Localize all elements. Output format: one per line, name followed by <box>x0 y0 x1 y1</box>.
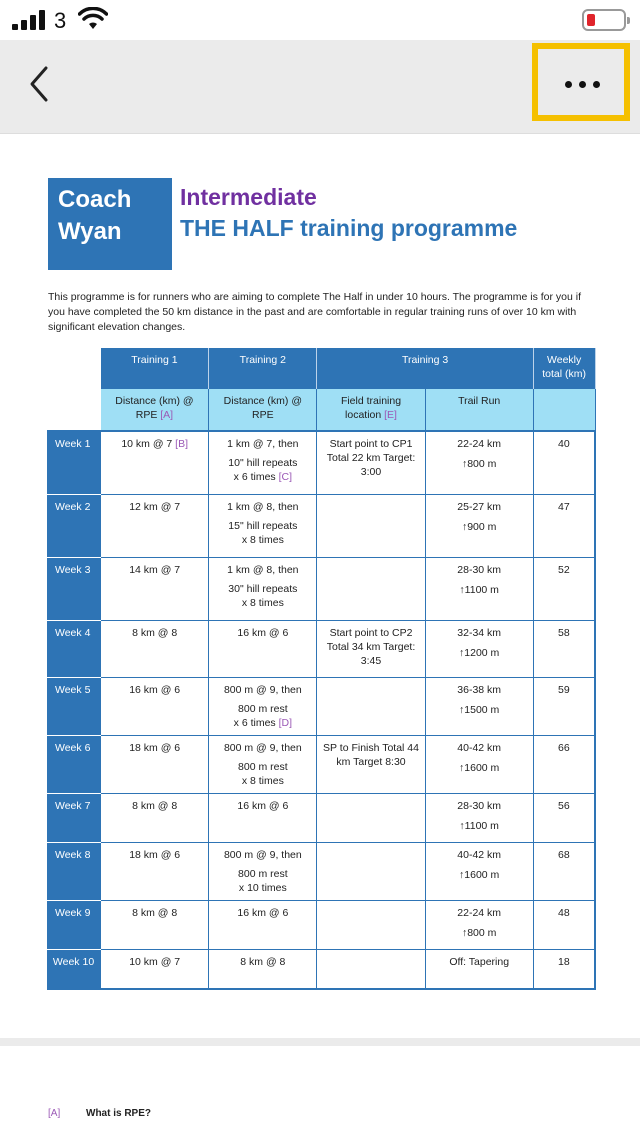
trail-run-cell: 36-38 km ↑1500 m <box>425 677 533 735</box>
intro-paragraph: This programme is for runners who are aiming to complete The Half in under 10 hours. The programme is for you if you have completed the 50 km distance in the past and are comfortable in regular training runs of over 10 km with significant elevation changes. <box>48 291 582 333</box>
elevation-gain: ↑800 m <box>461 926 497 939</box>
document-page-2[interactable] <box>0 1046 640 1136</box>
week-label: Week 6 <box>47 735 101 793</box>
battery-level <box>587 14 595 26</box>
training2-cell: 1 km @ 8, then 30" hill repeats x 8 times <box>209 557 317 620</box>
elevation-gain: ↑800 m <box>461 458 497 470</box>
training1-cell: 8 km @ 8 <box>101 900 209 949</box>
header-weekly-total: Weekly total (km) <box>533 348 595 389</box>
carrier-label: 3 <box>54 8 67 33</box>
status-bar <box>0 0 640 40</box>
training1-cell: 18 km @ 6 <box>101 842 209 900</box>
ref-link[interactable]: [D] <box>278 716 293 729</box>
field-training-cell <box>317 557 425 620</box>
weekly-total-cell: 47 <box>533 494 595 557</box>
coach-logo-box <box>48 178 172 270</box>
week-label: Week 2 <box>47 494 101 557</box>
table-row <box>47 842 595 900</box>
weekly-total-cell: 52 <box>533 557 595 620</box>
subheader-trail: Trail Run <box>425 389 533 431</box>
week-label: Week 3 <box>47 557 101 620</box>
battery-icon <box>582 9 626 31</box>
training2-cell: 800 m @ 9, then 800 m rest x 10 times <box>209 842 317 900</box>
ref-link[interactable]: [B] <box>175 438 189 450</box>
training1-cell: 10 km @ 7 [B] <box>101 431 209 494</box>
training1-cell: 10 km @ 7 <box>101 949 209 989</box>
weekly-total-cell: 59 <box>533 677 595 735</box>
training1-cell: 8 km @ 8 <box>101 620 209 677</box>
table-row <box>47 949 595 989</box>
trail-run-cell: 22-24 km ↑800 m <box>425 900 533 949</box>
training1-cell: 12 km @ 7 <box>101 494 209 557</box>
footnote-ref: [A] <box>48 1108 61 1119</box>
weekly-total-cell: 40 <box>533 431 595 494</box>
elevation-gain: ↑1200 m <box>459 646 500 659</box>
week-label: Week 4 <box>47 620 101 677</box>
subheader-field: Field training location [E] <box>317 389 425 431</box>
weekly-total-cell: 58 <box>533 620 595 677</box>
field-training-cell <box>317 900 425 949</box>
training2-cell: 16 km @ 6 <box>209 620 317 677</box>
table-row <box>47 620 595 677</box>
training2-cell: 16 km @ 6 <box>209 900 317 949</box>
table-row <box>47 735 595 793</box>
training1-cell: 16 km @ 6 <box>101 677 209 735</box>
training1-cell: 14 km @ 7 <box>101 557 209 620</box>
field-training-cell <box>317 842 425 900</box>
header-training-3: Training 3 <box>317 348 533 389</box>
elevation-gain: ↑1500 m <box>459 703 500 716</box>
weekly-total-cell: 68 <box>533 842 595 900</box>
week-rows <box>47 431 595 989</box>
elevation-gain: ↑1100 m <box>459 819 499 832</box>
training2-cell: 1 km @ 8, then 15" hill repeats x 8 times <box>209 494 317 557</box>
subheader-t1: Distance (km) @ RPE [A] <box>101 389 209 431</box>
document-page[interactable] <box>0 133 640 1038</box>
training2-cell: 16 km @ 6 <box>209 793 317 842</box>
week-label: Week 10 <box>47 949 101 989</box>
ref-e[interactable]: [E] <box>384 409 397 421</box>
programme-level-title: Intermediate <box>180 184 317 210</box>
trail-run-cell: 40-42 km ↑1600 m <box>425 735 533 793</box>
field-training-cell: Start point to CP1 Total 22 km Target: 3:00 <box>317 431 425 494</box>
table-row <box>47 793 595 842</box>
trail-run-cell: Off: Tapering <box>425 949 533 989</box>
week-label: Week 9 <box>47 900 101 949</box>
table-row <box>47 677 595 735</box>
weekly-total-cell: 48 <box>533 900 595 949</box>
header-training-1: Training 1 <box>101 348 209 389</box>
field-training-cell <box>317 677 425 735</box>
trail-run-cell: 28-30 km ↑1100 m <box>425 793 533 842</box>
trail-run-cell: 40-42 km ↑1600 m <box>425 842 533 900</box>
field-training-cell <box>317 793 425 842</box>
training-table <box>47 348 596 990</box>
elevation-gain: ↑900 m <box>461 520 497 533</box>
programme-title: THE HALF training programme <box>180 215 518 241</box>
trail-run-cell: 28-30 km ↑1100 m <box>425 557 533 620</box>
table-row <box>47 494 595 557</box>
table-row <box>47 557 595 620</box>
wifi-icon <box>78 7 108 31</box>
trail-run-cell: 22-24 km ↑800 m <box>425 431 533 494</box>
week-label: Week 7 <box>47 793 101 842</box>
weekly-total-cell: 18 <box>533 949 595 989</box>
field-training-cell: Start point to CP2 Total 34 km Target: 3:45 <box>317 620 425 677</box>
ref-link[interactable]: [C] <box>278 471 293 483</box>
more-options-button[interactable] <box>532 43 630 121</box>
ref-a[interactable]: [A] <box>160 409 174 421</box>
field-training-cell <box>317 949 425 989</box>
nav-bar <box>0 40 640 130</box>
elevation-gain: ↑1600 m <box>459 761 500 774</box>
field-training-cell <box>317 494 425 557</box>
back-button[interactable] <box>20 64 60 104</box>
training2-cell: 800 m @ 9, then 800 m rest x 8 times <box>209 735 317 793</box>
training2-cell: 8 km @ 8 <box>209 949 317 989</box>
header-training-2: Training 2 <box>209 348 317 389</box>
training2-cell: 1 km @ 7, then 10" hill repeats x 6 times [C] <box>209 431 317 494</box>
table-row <box>47 431 595 494</box>
training1-cell: 8 km @ 8 <box>101 793 209 842</box>
trail-run-cell: 25-27 km ↑900 m <box>425 494 533 557</box>
coach-name-line1: Coach <box>58 186 132 213</box>
week-label: Week 5 <box>47 677 101 735</box>
trail-run-cell: 32-34 km ↑1200 m <box>425 620 533 677</box>
elevation-gain: ↑1600 m <box>459 868 500 881</box>
field-training-cell: SP to Finish Total 44 km Target 8:30 <box>317 735 425 793</box>
signal-strength-icon <box>12 10 48 30</box>
elevation-gain: ↑1100 m <box>459 583 499 596</box>
subheader-t2: Distance (km) @ RPE <box>209 389 317 431</box>
training2-cell: 800 m @ 9, then 800 m rest x 6 times [D] <box>209 677 317 735</box>
training1-cell: 18 km @ 6 <box>101 735 209 793</box>
chevron-left-icon <box>20 64 60 104</box>
coach-name-line2: Wyan <box>58 218 122 245</box>
footnote-heading: What is RPE? <box>86 1108 152 1119</box>
table-row <box>47 900 595 949</box>
week-label: Week 8 <box>47 842 101 900</box>
weekly-total-cell: 66 <box>533 735 595 793</box>
table-corner <box>47 348 101 389</box>
week-label: Week 1 <box>47 431 101 494</box>
weekly-total-cell: 56 <box>533 793 595 842</box>
